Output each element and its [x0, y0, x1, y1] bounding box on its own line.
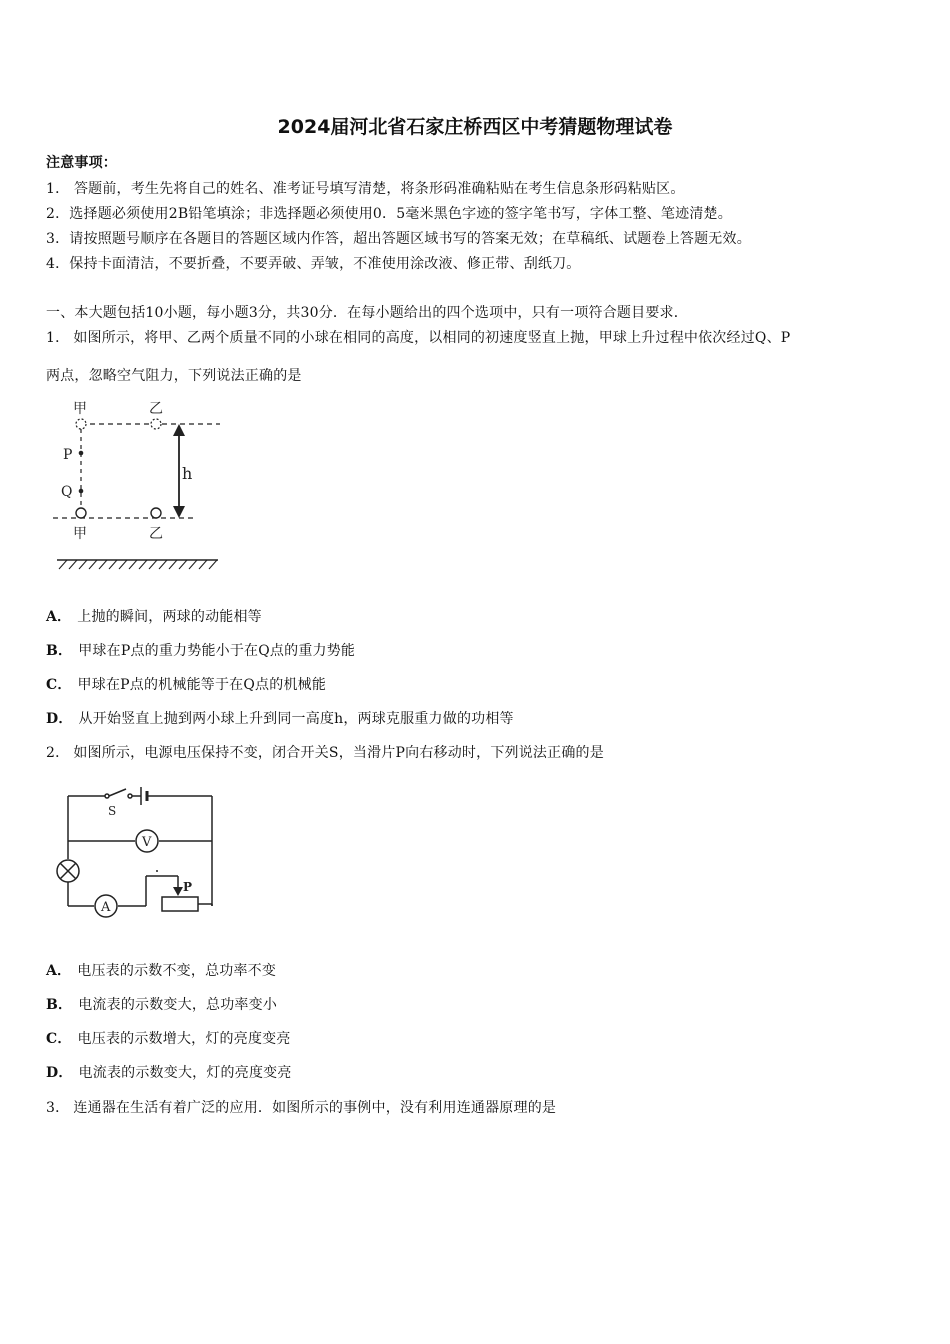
arrow-head-down	[173, 506, 185, 518]
option-c: C． 甲球在P点的机械能等于在Q点的机械能	[46, 677, 327, 693]
ball-yi-bottom	[151, 508, 161, 518]
question-text: 如图所示，电源电压保持不变，闭合开关S，当滑片P向右移动时，下列说法正确的是	[73, 745, 604, 761]
label-p: P	[183, 880, 193, 894]
label-v: V	[142, 835, 152, 850]
question-2-figure	[50, 784, 230, 924]
question-text: 如图所示，将甲、乙两个质量不同的小球在相同的高度，以相同的初速度竖直上抛，甲球上升过程中依次经过Q、P	[73, 330, 791, 346]
label-jia-top: 甲	[73, 401, 87, 417]
notice-item: 4．保持卡面清洁，不要折叠，不要弄破、弄皱，不准使用涂改液、修正带、刮纸刀。	[46, 256, 581, 272]
label-a: A	[101, 900, 111, 915]
ball-jia-bottom	[76, 508, 86, 518]
option-d: D． 电流表的示数变大，灯的亮度变亮	[46, 1065, 292, 1081]
notice-item: 2．选择题必须使用2B铅笔填涂；非选择题必须使用0．5毫米黑色字迹的签字笔书写，字体工整、笔迹清楚。	[46, 206, 732, 222]
label-yi-bottom: 乙	[149, 526, 163, 542]
ball-jia-top	[76, 419, 86, 429]
notice-item: 1． 答题前，考生先将自己的姓名、准考证号填写清楚，将条形码准确粘贴在考生信息条形码粘贴区。	[46, 181, 685, 197]
point-q	[79, 489, 84, 494]
question-2-stem	[46, 742, 604, 762]
slider-arrow	[173, 887, 183, 896]
section-heading: 一、本大题包括10小题，每小题3分，共30分．在每小题给出的四个选项中，只有一项符合题目要求．	[46, 305, 688, 321]
question-text: 连通器在生活有着广泛的应用．如图所示的事例中，没有利用连通器原理的是	[73, 1100, 557, 1116]
question-number: 2．	[46, 745, 70, 761]
question-1-stem	[46, 327, 790, 347]
option-d: D． 从开始竖直上抛到两小球上升到同一高度h，两球克服重力做的功相等	[46, 711, 514, 727]
label-q: Q	[61, 484, 73, 500]
label-h: h	[182, 464, 193, 483]
label-p: P	[63, 447, 73, 463]
question-3-stem	[46, 1097, 556, 1117]
option-b: B． 甲球在P点的重力势能小于在Q点的重力势能	[46, 643, 356, 659]
option-b: B． 电流表的示数变大，总功率变小	[46, 997, 278, 1013]
arrow-head-up	[173, 424, 185, 436]
ball-yi-top	[151, 419, 161, 429]
label-yi-top: 乙	[149, 401, 163, 417]
notice-heading: 注意事项：	[46, 155, 117, 171]
notice-item: 3．请按照题号顺序在各题目的答题区域内作答，超出答题区域书写的答案无效；在草稿纸、试题卷上答题无效。	[46, 231, 751, 247]
option-a: A． 电压表的示数不变，总功率不变	[46, 963, 277, 979]
option-a: A． 上抛的瞬间，两球的动能相等	[46, 609, 262, 625]
ground-hatch	[59, 560, 217, 569]
page-title: 2024届河北省石家庄桥西区中考猜题物理试卷	[277, 116, 673, 138]
question-1-figure	[45, 395, 235, 580]
question-number: 1．	[46, 330, 70, 346]
option-c: C． 电压表的示数增大，灯的亮度变亮	[46, 1031, 291, 1047]
question-number: 3．	[46, 1100, 70, 1116]
point-p	[79, 451, 84, 456]
question-1-stem-cont: 两点，忽略空气阻力，下列说法正确的是	[46, 368, 302, 384]
label-jia-bottom: 甲	[73, 526, 87, 542]
label-s: S	[108, 804, 117, 818]
